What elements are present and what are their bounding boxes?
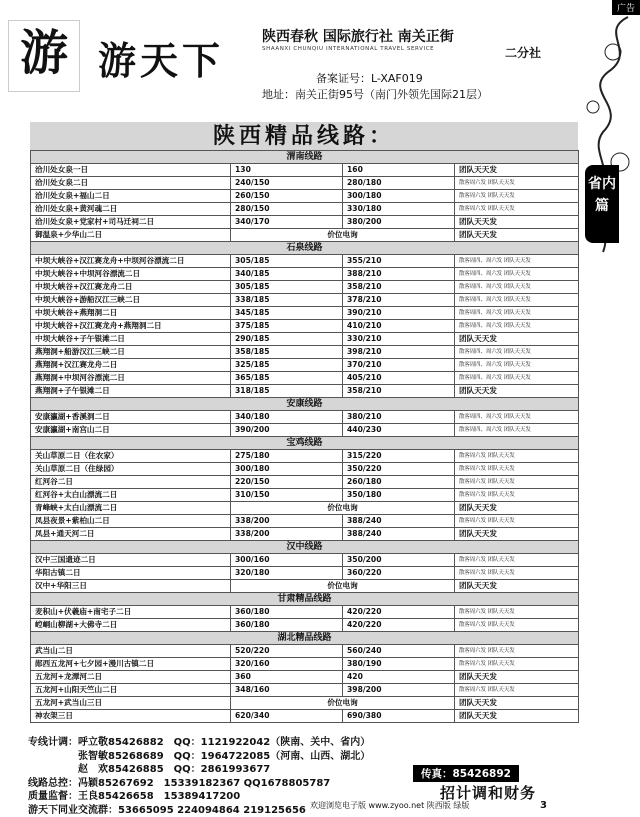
route-name: 关山草原二日（住绿园） — [31, 463, 231, 476]
price-b: 350/180 — [343, 489, 455, 502]
price-a: 340/185 — [231, 268, 343, 281]
route-row — [31, 554, 579, 567]
price-a: 280/150 — [231, 203, 343, 216]
price-b: 420/220 — [343, 606, 455, 619]
price-a: 338/200 — [231, 515, 343, 528]
company-name: 陕西春秋 国际旅行社 南关正街 — [262, 26, 454, 46]
route-name: 燕翔洞+子午银滩二日 — [31, 385, 231, 398]
price-b: 330/180 — [343, 203, 455, 216]
route-row — [31, 229, 579, 242]
contact-line: 线路总控：冯颖85267692 15339182367 QQ1678805787 — [28, 777, 588, 791]
price-b: 315/220 — [343, 450, 455, 463]
route-row — [31, 567, 579, 580]
departure-note: 散客周六发 团队天天发 — [455, 463, 579, 476]
route-name: 关山草原二日（住农家） — [31, 450, 231, 463]
route-name: 洽川处女泉+党家村+司马迁祠二日 — [31, 216, 231, 229]
logo-mark: 游 — [8, 20, 80, 92]
price-a: 360 — [231, 671, 343, 684]
departure-note: 散客周六发 团队天天发 — [455, 658, 579, 671]
price-a: 360/180 — [231, 619, 343, 632]
price-a: 318/185 — [231, 385, 343, 398]
route-row — [31, 268, 579, 281]
departure-note: 散客周四、周六发 团队天天发 — [455, 359, 579, 372]
departure-note: 团队天天发 — [455, 385, 579, 398]
contact-line: 游天下同业交流群：53665095 224094864 219125656 — [28, 804, 588, 817]
route-name: 五龙河+山阳天竺山二日 — [31, 684, 231, 697]
departure-note: 散客周六发 团队天天发 — [455, 684, 579, 697]
route-name: 洽川处女泉一日 — [31, 164, 231, 177]
route-row — [31, 385, 579, 398]
route-name: 五龙河+龙潭河二日 — [31, 671, 231, 684]
route-name: 洽川处女泉+黄河魂二日 — [31, 203, 231, 216]
price-b: 398/200 — [343, 684, 455, 697]
price-a: 520/220 — [231, 645, 343, 658]
route-name: 御温泉+少华山二日 — [31, 229, 231, 242]
price-b: 370/210 — [343, 359, 455, 372]
departure-note: 散客周四、周六发 团队天天发 — [455, 307, 579, 320]
price-a: 365/185 — [231, 372, 343, 385]
route-name: 洽川处女泉二日 — [31, 177, 231, 190]
route-row — [31, 528, 579, 541]
route-row — [31, 164, 579, 177]
price-b: 388/240 — [343, 528, 455, 541]
price-b: 260/180 — [343, 476, 455, 489]
price-b: 410/210 — [343, 320, 455, 333]
departure-note: 散客周四、周六发 团队天天发 — [455, 255, 579, 268]
route-row — [31, 177, 579, 190]
departure-note: 团队天天发 — [455, 580, 579, 593]
route-name: 燕翔洞+汉江赛龙舟二日 — [31, 359, 231, 372]
price-b: 355/210 — [343, 255, 455, 268]
route-row — [31, 255, 579, 268]
route-row — [31, 320, 579, 333]
section-name: 湖北精品线路 — [31, 632, 579, 645]
price-a: 620/340 — [231, 710, 343, 723]
route-row — [31, 411, 579, 424]
contact-line: 质量监督：王良85426658 15389417200 — [28, 790, 588, 804]
route-row — [31, 489, 579, 502]
departure-note: 散客周四、周六发 团队天天发 — [455, 281, 579, 294]
price-a: 260/150 — [231, 190, 343, 203]
section-header — [31, 632, 579, 645]
route-name: 凤县夜景+紫柏山二日 — [31, 515, 231, 528]
fax-badge: 传真：85426892 — [413, 765, 519, 782]
route-name: 中坝大峡谷+汉江赛龙舟二日 — [31, 281, 231, 294]
route-name: 汉中三国遗迹二日 — [31, 554, 231, 567]
section-header — [31, 242, 579, 255]
company-name-english: SHAANXI CHUNQIU INTERNATIONAL TRAVEL SERVICE — [262, 46, 434, 52]
section-name: 汉中线路 — [31, 541, 579, 554]
route-row — [31, 476, 579, 489]
route-row — [31, 697, 579, 710]
price-a: 300/160 — [231, 554, 343, 567]
route-name: 华阳古镇二日 — [31, 567, 231, 580]
route-row — [31, 671, 579, 684]
price-a: 348/160 — [231, 684, 343, 697]
route-row — [31, 502, 579, 515]
departure-note: 散客周六发 团队天天发 — [455, 567, 579, 580]
route-row — [31, 515, 579, 528]
address: 地址：南关正街95号（南门外领先国际21层） — [262, 86, 488, 102]
route-name: 崆峒山柳湖+大佛寺二日 — [31, 619, 231, 632]
route-row — [31, 281, 579, 294]
departure-note: 散客周四、周六发 团队天天发 — [455, 424, 579, 437]
price-b: 405/210 — [343, 372, 455, 385]
contact-line: 专线计调：呼立敬85426882 QQ：1121922042（陕南、关中、省内） — [28, 736, 588, 750]
route-name: 安康瀛湖+南宫山二日 — [31, 424, 231, 437]
section-name: 甘肃精品线路 — [31, 593, 579, 606]
route-row — [31, 346, 579, 359]
departure-note: 散客周四、周六发 团队天天发 — [455, 411, 579, 424]
route-row — [31, 463, 579, 476]
contact-line: 张智敏85268689 QQ：1964722085（河南、山西、湖北） — [28, 750, 588, 764]
routes-table — [30, 150, 579, 723]
price-b: 378/210 — [343, 294, 455, 307]
route-row — [31, 307, 579, 320]
route-name: 五龙河+武当山三日 — [31, 697, 231, 710]
route-row — [31, 216, 579, 229]
brand-name: 游天下 — [98, 30, 224, 85]
price-a: 360/180 — [231, 606, 343, 619]
price-b: 358/210 — [343, 385, 455, 398]
contact-line: 赵 欢85426885 QQ：2861993677 — [28, 763, 588, 777]
route-row — [31, 333, 579, 346]
departure-note: 散客周四、周六发 团队天天发 — [455, 268, 579, 281]
price-a: 325/185 — [231, 359, 343, 372]
departure-note: 散客周六发 团队天天发 — [455, 177, 579, 190]
price-b: 280/180 — [343, 177, 455, 190]
route-name: 中坝大峡谷+游船汉江三峡二日 — [31, 294, 231, 307]
section-name: 安康线路 — [31, 398, 579, 411]
price-b: 358/210 — [343, 281, 455, 294]
section-header — [31, 151, 579, 164]
departure-note: 散客周六发 团队天天发 — [455, 489, 579, 502]
section-header — [31, 398, 579, 411]
price-a: 305/185 — [231, 255, 343, 268]
price-a: 320/180 — [231, 567, 343, 580]
departure-note: 散客周六发 团队天天发 — [455, 450, 579, 463]
departure-note: 团队天天发 — [455, 333, 579, 346]
price-a: 320/160 — [231, 658, 343, 671]
price-a: 价位电询 — [231, 697, 455, 710]
price-b: 350/220 — [343, 463, 455, 476]
price-a: 130 — [231, 164, 343, 177]
price-b: 160 — [343, 164, 455, 177]
price-b: 330/210 — [343, 333, 455, 346]
departure-note: 团队天天发 — [455, 671, 579, 684]
departure-note: 散客周六发 团队天天发 — [455, 515, 579, 528]
price-a: 375/185 — [231, 320, 343, 333]
departure-note: 团队天天发 — [455, 502, 579, 515]
section-name: 渭南线路 — [31, 151, 579, 164]
price-b: 380/200 — [343, 216, 455, 229]
route-row — [31, 580, 579, 593]
price-b: 360/220 — [343, 567, 455, 580]
route-row — [31, 606, 579, 619]
route-row — [31, 684, 579, 697]
departure-note: 团队天天发 — [455, 697, 579, 710]
route-name: 郧西五龙河+七夕园+漫川古镇二日 — [31, 658, 231, 671]
route-row — [31, 710, 579, 723]
route-name: 中坝大峡谷+燕翔洞二日 — [31, 307, 231, 320]
route-name: 武当山二日 — [31, 645, 231, 658]
price-a: 338/200 — [231, 528, 343, 541]
route-name: 安康瀛湖+香溪洞二日 — [31, 411, 231, 424]
route-name: 中坝大峡谷+子午银滩二日 — [31, 333, 231, 346]
price-a: 240/150 — [231, 177, 343, 190]
route-name: 中坝大峡谷+汉江赛龙舟+中坝河谷漂流二日 — [31, 255, 231, 268]
price-a: 345/185 — [231, 307, 343, 320]
route-name: 麦积山+伏羲庙+南宅子二日 — [31, 606, 231, 619]
departure-note: 团队天天发 — [455, 164, 579, 177]
departure-note: 团队天天发 — [455, 710, 579, 723]
price-b: 420 — [343, 671, 455, 684]
route-row — [31, 645, 579, 658]
price-b: 388/210 — [343, 268, 455, 281]
departure-note: 散客周六发 团队天天发 — [455, 606, 579, 619]
departure-note: 团队天天发 — [455, 229, 579, 242]
price-b: 690/380 — [343, 710, 455, 723]
departure-note: 散客周六发 团队天天发 — [455, 645, 579, 658]
price-a: 300/180 — [231, 463, 343, 476]
departure-note: 团队天天发 — [455, 528, 579, 541]
price-a: 价位电询 — [231, 580, 455, 593]
departure-note: 散客周六发 团队天天发 — [455, 554, 579, 567]
route-row — [31, 203, 579, 216]
price-b: 440/230 — [343, 424, 455, 437]
ad-tag: 广告 — [612, 0, 640, 15]
price-a: 358/185 — [231, 346, 343, 359]
section-name: 石泉线路 — [31, 242, 579, 255]
route-row — [31, 658, 579, 671]
price-b: 398/210 — [343, 346, 455, 359]
departure-note: 散客周四、周六发 团队天天发 — [455, 346, 579, 359]
price-b: 420/220 — [343, 619, 455, 632]
route-name: 红河谷二日 — [31, 476, 231, 489]
route-row — [31, 294, 579, 307]
departure-note: 散客周四、周六发 团队天天发 — [455, 320, 579, 333]
price-a: 340/170 — [231, 216, 343, 229]
price-b: 388/240 — [343, 515, 455, 528]
price-a: 220/150 — [231, 476, 343, 489]
route-row — [31, 450, 579, 463]
departure-note: 散客周六发 团队天天发 — [455, 619, 579, 632]
route-row — [31, 424, 579, 437]
branch-name: 二分社 — [505, 44, 541, 61]
price-a: 340/180 — [231, 411, 343, 424]
price-b: 300/180 — [343, 190, 455, 203]
departure-note: 散客周四、周六发 团队天天发 — [455, 372, 579, 385]
price-b: 380/190 — [343, 658, 455, 671]
main-title: 陕西精品线路： — [30, 122, 578, 150]
route-name: 燕翔洞+船游汉江三峡二日 — [31, 346, 231, 359]
price-a: 价位电询 — [231, 229, 455, 242]
route-name: 中坝大峡谷+汉江赛龙舟+燕翔洞二日 — [31, 320, 231, 333]
page-number: 3 — [540, 800, 547, 811]
route-row — [31, 372, 579, 385]
route-name: 青峰峡+太白山漂流二日 — [31, 502, 231, 515]
route-row — [31, 190, 579, 203]
price-a: 305/185 — [231, 281, 343, 294]
departure-note: 团队天天发 — [455, 216, 579, 229]
price-a: 275/180 — [231, 450, 343, 463]
section-header — [31, 593, 579, 606]
section-header — [31, 541, 579, 554]
price-a: 390/200 — [231, 424, 343, 437]
route-name: 燕翔洞+中坝河谷漂流二日 — [31, 372, 231, 385]
departure-note: 散客周六发 团队天天发 — [455, 190, 579, 203]
route-name: 洽川处女泉+福山二日 — [31, 190, 231, 203]
price-b: 380/210 — [343, 411, 455, 424]
price-b: 350/200 — [343, 554, 455, 567]
price-a: 310/150 — [231, 489, 343, 502]
route-row — [31, 359, 579, 372]
departure-note: 散客周六发 团队天天发 — [455, 203, 579, 216]
departure-note: 散客周六发 团队天天发 — [455, 476, 579, 489]
route-name: 神农架三日 — [31, 710, 231, 723]
departure-note: 散客周四、周六发 团队天天发 — [455, 294, 579, 307]
price-a: 338/185 — [231, 294, 343, 307]
section-header — [31, 437, 579, 450]
route-name: 中坝大峡谷+中坝河谷漂流二日 — [31, 268, 231, 281]
price-b: 560/240 — [343, 645, 455, 658]
route-name: 凤县+通天河二日 — [31, 528, 231, 541]
bottom-bar: 欢迎浏览电子版 www.zyoo.net 陕西版 绿版 — [310, 800, 469, 811]
route-row — [31, 619, 579, 632]
price-b: 390/210 — [343, 307, 455, 320]
recruit-slogan: 招计调和财务 — [440, 782, 536, 803]
price-a: 价位电询 — [231, 502, 455, 515]
route-name: 红河谷+太白山漂流二日 — [31, 489, 231, 502]
price-a: 290/185 — [231, 333, 343, 346]
route-name: 汉中+华阳三日 — [31, 580, 231, 593]
section-name: 宝鸡线路 — [31, 437, 579, 450]
license-number: 备案证号：L-XAF019 — [316, 70, 423, 86]
side-tab: 省内篇 — [585, 165, 619, 243]
